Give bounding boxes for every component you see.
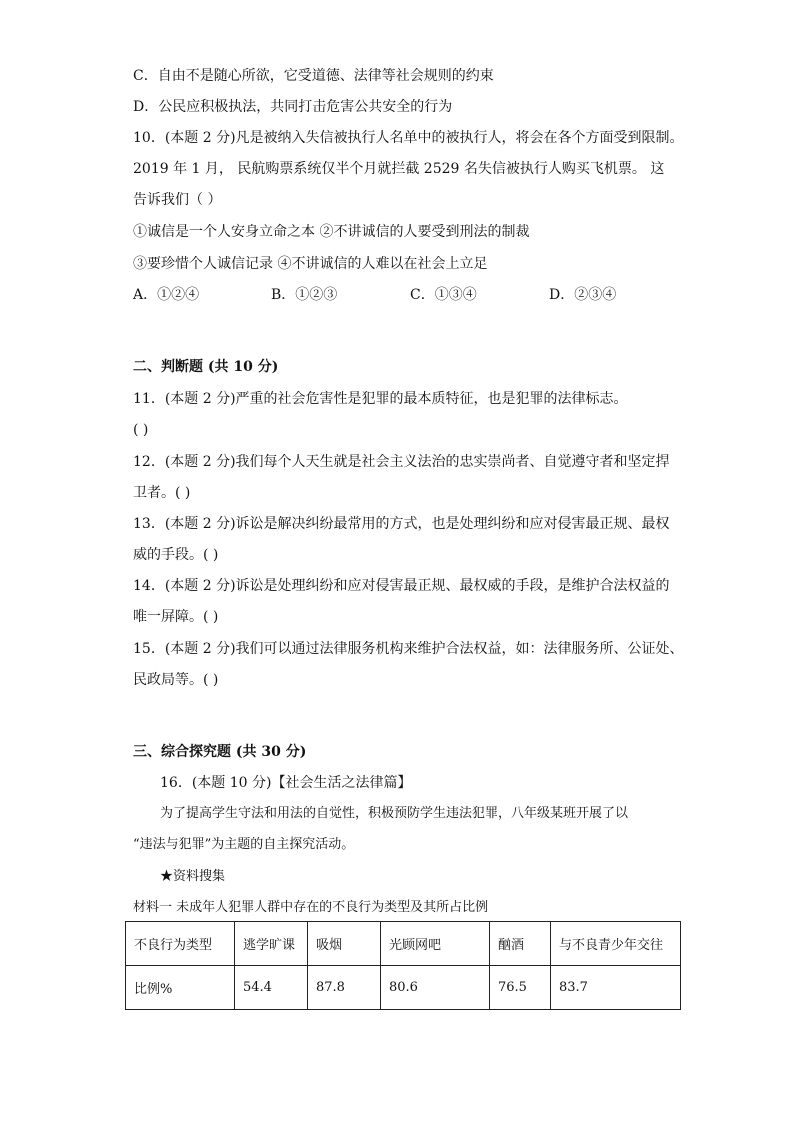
q16-intro-line2: “违法与犯罪”为主题的自主探究活动。	[133, 837, 355, 852]
table-cell: 54.4	[235, 966, 308, 1010]
q16-intro-line1: 为了提高学生守法和用法的自觉性，积极预防学生违法犯罪，八年级某班开展了以	[160, 806, 629, 821]
material-collection-label: ★资料搜集	[160, 869, 226, 884]
q10-option-c: C．①③④	[410, 287, 477, 303]
q11-line1: 11．(本题 2 分)严重的社会危害性是犯罪的最本质特征，也是犯罪的法律标志。	[133, 391, 628, 407]
section-2-title: 二、判断题 (共 10 分)	[133, 359, 279, 375]
table-header-cell: 酗酒	[490, 922, 551, 966]
q14-line2: 唯一屏障。( )	[133, 609, 219, 625]
q10-statements-1: ①诚信是一个人安身立命之本 ②不讲诚信的人要受到刑法的制裁	[133, 224, 530, 240]
q13-line1: 13．(本题 2 分)诉讼是解决纠纷最常用的方式，也是处理纠纷和应对侵害最正规、最权	[133, 516, 670, 532]
table-cell: 76.5	[490, 966, 551, 1010]
q14-line1: 14．(本题 2 分)诉讼是处理纠纷和应对侵害最正规、最权威的手段，是维护合法权益的	[133, 578, 670, 594]
q10-option-b: B．①②③	[271, 287, 338, 303]
q10-statements-2: ③要珍惜个人诚信记录 ④不讲诚信的人难以在社会上立足	[133, 256, 488, 272]
table-cell: 87.8	[308, 966, 381, 1010]
q10-stem-line2: 2019 年 1 月， 民航购票系统仅半个月就拦截 2529 名失信被执行人购买飞机票。 这	[133, 161, 665, 177]
q15-line2: 民政局等。( )	[133, 672, 219, 688]
table-header-row	[126, 922, 681, 966]
q11-line2: ( )	[133, 422, 149, 438]
q15-line1: 15．(本题 2 分)我们可以通过法律服务机构来维护合法权益，如：法律服务所、公证处、	[133, 641, 684, 657]
table-header-cell: 光顾网吧	[381, 922, 490, 966]
q10-stem-line3: 告诉我们（ ）	[133, 192, 222, 208]
q12-line1: 12．(本题 2 分)我们每个人天生就是社会主义法治的忠实崇尚者、自觉遵守者和坚定捍	[133, 454, 670, 470]
q16-heading: 16．(本题 10 分)【社会生活之法律篇】	[160, 775, 412, 791]
q10-option-d: D．②③④	[549, 287, 617, 303]
table-cell: 83.7	[551, 966, 681, 1010]
q9-option-d: D．公民应积极执法，共同打击危害公共安全的行为	[133, 99, 453, 115]
table-header-cell: 不良行为类型	[126, 922, 235, 966]
table-header-cell: 吸烟	[308, 922, 381, 966]
q10-option-a: A．①②④	[133, 287, 200, 303]
table-cell: 80.6	[381, 966, 490, 1010]
q12-line2: 卫者。( )	[133, 485, 191, 501]
section-3-title: 三、综合探究题 (共 30 分)	[133, 744, 307, 760]
table-row	[126, 966, 681, 1010]
q9-option-c: C．自由不是随心所欲，它受道德、法律等社会规则的约束	[133, 68, 494, 84]
bad-behavior-table	[125, 921, 681, 1010]
material-1-caption: 材料一 未成年人犯罪人群中存在的不良行为类型及其所占比例	[133, 900, 489, 915]
table-header-cell: 与不良青少年交往	[551, 922, 681, 966]
q10-stem-line1: 10．(本题 2 分)凡是被纳入失信被执行人名单中的被执行人，将会在各个方面受到限制。	[133, 130, 684, 146]
q13-line2: 威的手段。( )	[133, 547, 219, 563]
table-header-cell: 逃学旷课	[235, 922, 308, 966]
table-cell: 比例%	[126, 966, 235, 1010]
